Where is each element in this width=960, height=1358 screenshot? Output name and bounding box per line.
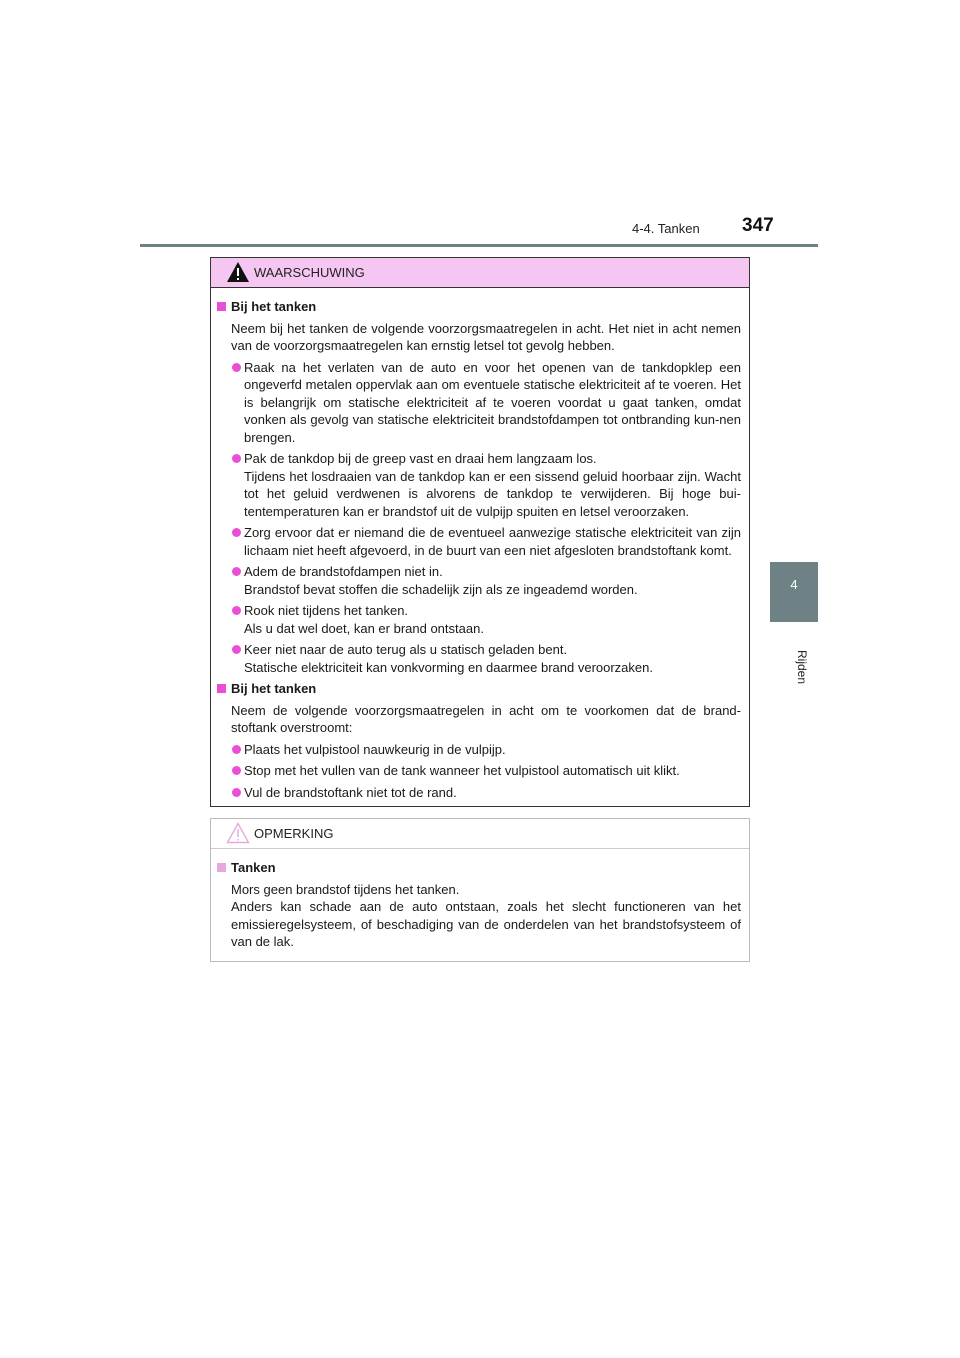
warning-intro-1: Neem bij het tanken de volgende voorzorgsmaatregelen in acht. Het niet in acht nemen van de voorzorgsmaatregelen kan ernstig letsel tot gevolg hebben.	[231, 320, 741, 353]
square-bullet-icon	[217, 684, 226, 693]
warning-content	[211, 288, 749, 801]
list-item: Pak de tankdop bij de greep vast en draai hem langzaam los. Tijdens het losdraaien van de tankdop kan er een sissend geluid hoorbaar zijn. Wacht tot het geluid verdwenen is alvorens de tankdop te verwijderen. Bij hoge bui-tentemperaturen kan er brandstof uit de vulpijp spuiten en letsel veroorzaken.	[217, 450, 741, 520]
note-line: Mors geen brandstof tijdens het tanken.	[231, 881, 460, 897]
warning-triangle-icon	[226, 261, 250, 283]
page-number: 347	[742, 215, 774, 236]
warning-header	[211, 258, 749, 288]
note-title: OPMERKING	[254, 826, 334, 841]
round-bullet-icon	[232, 766, 241, 775]
list-item: Vul de brandstoftank niet tot de rand.	[217, 784, 741, 802]
note-content	[211, 849, 749, 951]
caution-triangle-icon	[226, 822, 250, 844]
warning-heading-2: Bij het tanken	[217, 680, 741, 698]
list-item: Zorg ervoor dat er niemand die de eventueel aanwezige statische elektriciteit van zijn lichaam niet heeft afgevoerd, in de buurt van een niet afgesloten brandstoftank komt.	[217, 524, 741, 559]
warning-intro-2: Neem de volgende voorzorgsmaatregelen in acht om te voorkomen dat de brand-stoftank overstroomt:	[231, 702, 741, 735]
warning-title: WAARSCHUWING	[254, 265, 365, 280]
note-line: Anders kan schade aan de auto ontstaan, zoals het slecht functioneren van het emissieregelsysteem, of beschadiging van de onderdelen van het brandstofsysteem of van de lak.	[231, 899, 741, 949]
warning-box	[210, 257, 750, 807]
chapter-label: Rijden	[795, 650, 809, 685]
note-box	[210, 818, 750, 962]
square-bullet-icon	[217, 863, 226, 872]
header-rule	[140, 244, 818, 247]
note-header	[211, 819, 749, 849]
round-bullet-icon	[232, 363, 241, 372]
list-item: Adem de brandstofdampen niet in. Brandstof bevat stoffen die schadelijk zijn als ze ingeademd worden.	[217, 563, 741, 598]
square-bullet-icon	[217, 302, 226, 311]
round-bullet-icon	[232, 645, 241, 654]
round-bullet-icon	[232, 606, 241, 615]
list-item: Keer niet naar de auto terug als u statisch geladen bent. Statische elektriciteit kan vonkvorming en daarmee brand veroorzaken.	[217, 641, 741, 676]
list-item: Raak na het verlaten van de auto en voor het openen van de tankdopklep een ongeverfd metalen oppervlak aan om eventuele statische elektriciteit af te voeren. Het is belangrijk om statische elektriciteit af te voeren voordat u gaat tanken, omdat vonken als gevolg van statische elektriciteit brandstofdampen tot ontbranding kun-nen brengen.	[217, 359, 741, 447]
note-heading: Tanken	[217, 859, 741, 877]
chapter-tab: 4	[770, 562, 818, 622]
round-bullet-icon	[232, 454, 241, 463]
warning-heading-1: Bij het tanken	[217, 298, 741, 316]
list-item: Rook niet tijdens het tanken. Als u dat wel doet, kan er brand ontstaan.	[217, 602, 741, 637]
list-item: Plaats het vulpistool nauwkeurig in de vulpijp.	[217, 741, 741, 759]
round-bullet-icon	[232, 528, 241, 537]
list-item: Stop met het vullen van de tank wanneer het vulpistool automatisch uit klikt.	[217, 762, 741, 780]
round-bullet-icon	[232, 745, 241, 754]
round-bullet-icon	[232, 788, 241, 797]
section-title: 4-4. Tanken	[632, 221, 700, 236]
round-bullet-icon	[232, 567, 241, 576]
